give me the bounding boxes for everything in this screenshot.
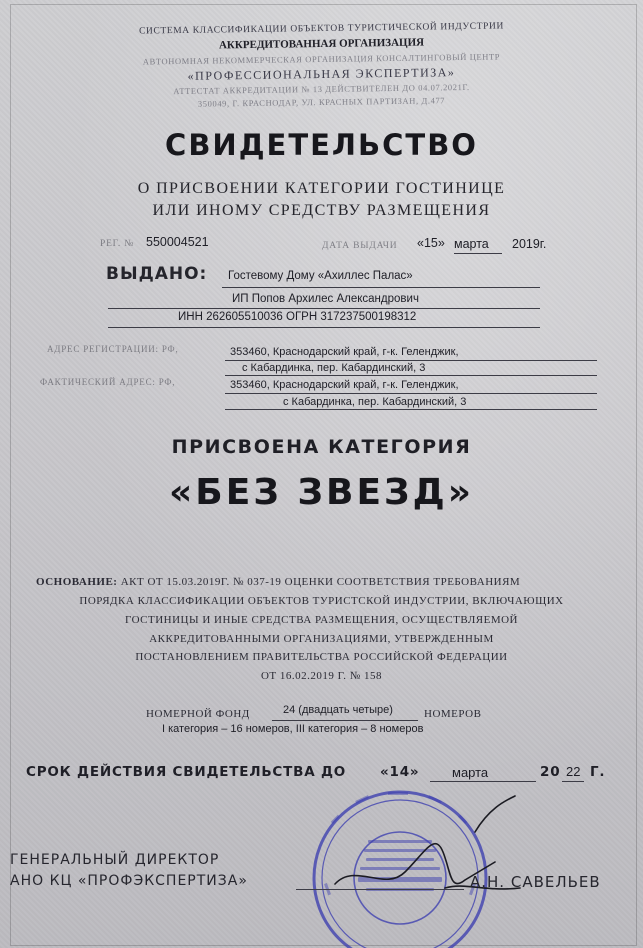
basis-line-4: АККРЕДИТОВАННЫМИ ОРГАНИЗАЦИЯМИ, УТВЕРЖДЕННЫМ [149,633,494,645]
reg-label: РЕГ. № [100,239,135,249]
issue-date-year: 2019г. [512,237,547,251]
registration-address-line-2: с Кабардинка, пер. Кабардинский, 3 [242,362,426,374]
header-accredited-org: АККРЕДИТОВАННАЯ ОРГАНИЗАЦИЯ [218,36,425,52]
header-org-name: «ПРОФЕССИОНАЛЬНАЯ ЭКСПЕРТИЗА» [187,65,456,83]
validity-year-suffix: 22 [566,764,581,779]
room-fund-underline [272,720,418,721]
document-title: СВИДЕТЕЛЬСТВО [165,128,478,162]
registration-address-label: АДРЕС РЕГИСТРАЦИИ: РФ, [47,344,179,354]
validity-year-end: Г. [590,764,606,780]
header-org-type: АВТОНОМНАЯ НЕКОММЕРЧЕСКАЯ ОРГАНИЗАЦИЯ КОНСАЛТИНГОВЫЙ ЦЕНТР [142,51,501,67]
issue-date-day: «15» [417,236,445,250]
registration-address-line-1: 353460, Краснодарский край, г-к. Геленджик, [230,346,459,358]
issued-to-underline-2 [108,308,540,309]
room-fund-label: НОМЕРНОЙ ФОНД [146,708,250,720]
issued-to-label: ВЫДАНО: [106,264,208,284]
validity-label: СРОК ДЕЙСТВИЯ СВИДЕТЕЛЬСТВА ДО [26,764,347,780]
issue-month-underline [454,253,502,254]
actual-address-underline-1 [225,393,597,394]
actual-address-line-1: 353460, Краснодарский край, г-к. Геленджик, [230,379,459,391]
director-title-line-1: ГЕНЕРАЛЬНЫЙ ДИРЕКТОР [10,852,220,868]
subtitle-line-2: ИЛИ ИНОМУ СРЕДСТВУ РАЗМЕЩЕНИЯ [152,202,491,219]
basis-label: ОСНОВАНИЕ: [36,576,118,588]
actual-address-underline-2 [225,409,597,410]
issue-date-month: марта [454,237,489,251]
subtitle-line-1: О ПРИСВОЕНИИ КАТЕГОРИИ ГОСТИНИЦЕ [137,180,506,197]
basis-text-1: АКТ ОТ 15.03.2019Г. № 037-19 ОЦЕНКИ СООТВЕТСТВИЯ ТРЕБОВАНИЯМ [120,576,521,588]
issue-date-label: ДАТА ВЫДАЧИ [322,241,398,251]
category-label: ПРИСВОЕНА КАТЕГОРИЯ [171,436,472,458]
validity-year-underline [562,781,584,782]
issued-to-underline-3 [108,327,540,328]
basis-line-6: ОТ 16.02.2019 Г. № 158 [260,670,383,682]
issued-to-line-2: ИП Попов Архилес Александрович [232,293,419,305]
basis-line-1 [36,576,520,588]
header-address: 350049, Г. КРАСНОДАР, УЛ. КРАСНЫХ ПАРТИЗАН, Д.477 [197,95,446,109]
room-fund-suffix: НОМЕРОВ [424,708,482,720]
actual-address-line-2: с Кабардинка, пер. Кабардинский, 3 [283,396,467,408]
registration-address-underline-1 [225,360,597,361]
director-name: А.Н. САВЕЛЬЕВ [470,873,601,891]
room-fund-value: 24 (двадцать четыре) [283,704,393,716]
basis-line-5: ПОСТАНОВЛЕНИЕМ ПРАВИТЕЛЬСТВА РОССИЙСКОЙ ФЕДЕРАЦИИ [135,651,508,663]
registration-address-underline-2 [225,375,597,376]
director-signature [325,792,535,912]
signature-line [296,889,464,890]
issued-to-line-1: Гостевому Дому «Ахиллес Палас» [228,270,413,282]
validity-day: «14» [380,764,420,780]
issued-to-line-3: ИНН 262605510036 ОГРН 317237500198312 [178,311,417,323]
category-value: «БЕЗ ЗВЕЗД» [169,472,474,513]
validity-month: марта [452,765,489,780]
room-fund-detail: I категория – 16 номеров, III категория – 8 номеров [162,723,424,735]
actual-address-label: ФАКТИЧЕСКИЙ АДРЕС: РФ, [40,377,176,387]
header-accreditation: АТТЕСТАТ АККРЕДИТАЦИИ № 13 ДЕЙСТВИТЕЛЕН ДО 04.07.2021Г. [173,81,470,97]
basis-line-2: ПОРЯДКА КЛАССИФИКАЦИИ ОБЪЕКТОВ ТУРИСТСКОЙ ИНДУСТРИИ, ВКЛЮЧАЮЩИХ [79,595,564,607]
header-system-line: СИСТЕМА КЛАССИФИКАЦИИ ОБЪЕКТОВ ТУРИСТИЧЕСКОЙ ИНДУСТРИИ [139,21,504,37]
basis-line-3: ГОСТИНИЦЫ И ИНЫЕ СРЕДСТВА РАЗМЕЩЕНИЯ, ОСУЩЕСТВЛЯЕМОЙ [124,614,519,626]
issued-to-underline-1 [222,287,540,288]
director-title-line-2: АНО КЦ «ПРОФЭКСПЕРТИЗА» [10,873,248,889]
reg-number: 550004521 [146,235,209,249]
validity-year-prefix: 20 [540,764,561,780]
